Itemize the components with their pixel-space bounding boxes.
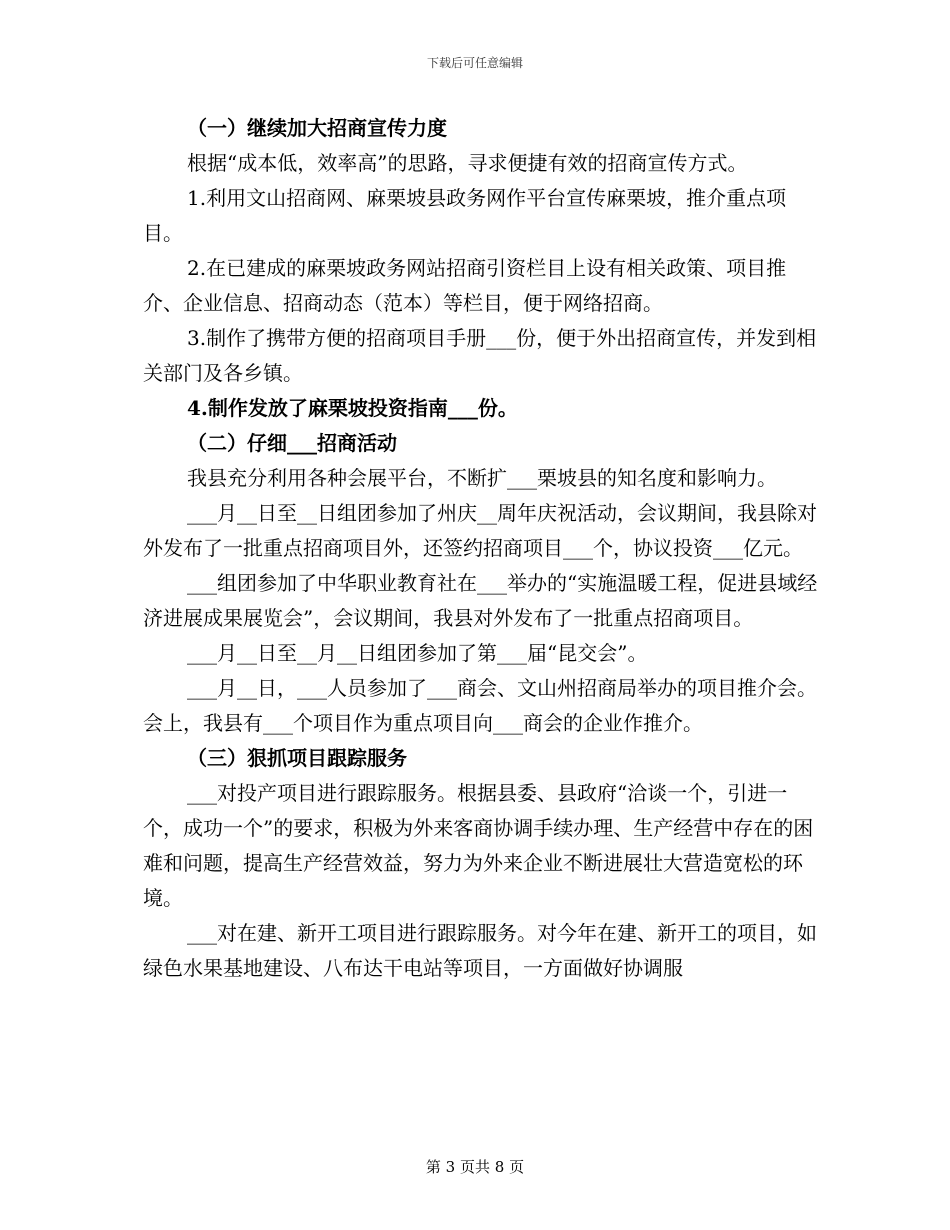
list-item-4: 4.制作发放了麻栗坡投资指南___份。 [187, 396, 518, 420]
paragraph: ___月__日至__月__日组团参加了第___届“昆交会”。 [187, 641, 648, 665]
paragraph: ___月__日至__日组团参加了州庆__周年庆祝活动，会议期间，我县除对外发布了一批重点招商项目外，还签约招商项目___个，协议投资___亿元。 [143, 501, 817, 560]
page-footer: 第 3 页共 8 页 [425, 1158, 525, 1176]
paragraph: 根据“成本低，效率高”的思路，寻求便捷有效的招商宣传方式。 [187, 151, 748, 175]
section-heading-2: （二）仔细___招商活动 [187, 431, 397, 455]
paragraph: ___组团参加了中华职业教育社在___举办的“实施温暖工程，促进县域经济进展成果展览会”，会议期间，我县对外发布了一批重点招商项目。 [143, 571, 818, 630]
paragraph: ___对投产项目进行跟踪服务。根据县委、县政府“洽谈一个，引进一个，成功一个”的要求，积极为外来客商协调手续办理、生产经营中存在的困难和问题，提高生产经营效益，努力为外来企业不断进展壮大营造宽松的环境。 [143, 781, 814, 910]
list-item-2: 2.在已建成的麻栗坡政务网站招商引资栏目上设有相关政策、项目推介、企业信息、招商动态（范本）等栏目，便于网络招商。 [143, 256, 787, 315]
section-heading-3: （三）狠抓项目跟踪服务 [187, 746, 407, 770]
paragraph: 我县充分利用各种会展平台，不断扩___栗坡县的知名度和影响力。 [187, 466, 777, 490]
page-header: 下载后可任意编辑 [426, 56, 523, 70]
paragraph: ___对在建、新开工项目进行跟踪服务。对今年在建、新开工的项目，如绿色水果基地建设、八布达干电站等项目，一方面做好协调服 [143, 921, 817, 980]
list-item-1: 1.利用文山招商网、麻栗坡县政务网作平台宣传麻栗坡，推介重点项目。 [143, 186, 787, 245]
list-item-3: 3.制作了携带方便的招商项目手册___份，便于外出招商宣传，并发到相关部门及各乡镇。 [143, 326, 817, 385]
paragraph: ___月__日，___人员参加了___商会、文山州招商局举办的项目推介会。会上，我县有___个项目作为重点项目向___商会的企业作推介。 [143, 676, 817, 735]
section-heading-1: （一）继续加大招商宣传力度 [187, 116, 447, 140]
document-body [143, 111, 823, 986]
